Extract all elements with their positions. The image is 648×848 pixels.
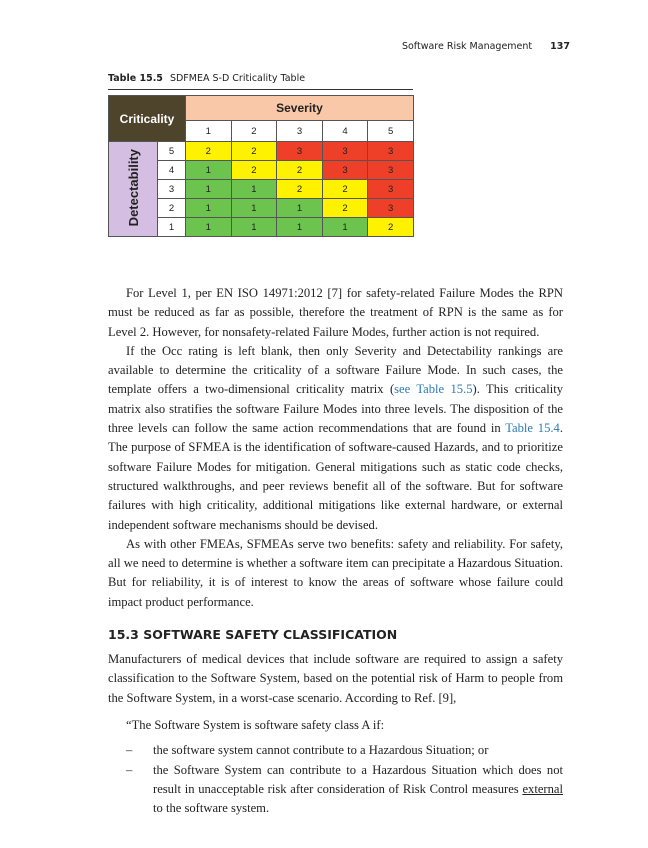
criticality-cell: 1 [186,218,232,237]
body-flow [108,0,563,848]
severity-level: 3 [277,121,323,142]
paragraph: For Level 1, per EN ISO 14971:2012 [7] for safety-related Failure Modes the RPN must be reduced as far as possible, therefore the treatment of RPN is the same as for Level 2. However, for nonsafety-related Failure Modes, further action is not required. [108,286,563,339]
dash: – [126,762,133,777]
criticality-cell: 3 [368,161,414,180]
criticality-cell: 3 [368,199,414,218]
detectability-level: 1 [158,218,186,237]
table-link[interactable]: Table 15.4 [505,421,560,436]
detectability-level: 2 [158,199,186,218]
criticality-cell: 2 [231,161,277,180]
criticality-cell: 1 [277,199,323,218]
text: If the Occ rating is left blank, then only Severity and Detectability rankings are available to determine the criticality of a software Failure Mode. In such cases, the template offers a two-dimensional criticality matrix ( [108,343,563,397]
text: ). This criticality matrix also stratifies the software Failure Modes into three levels. The disposition of the three levels can follow the same action recommendations that are found in [108,382,564,436]
detectability-label: Detectability [125,148,141,227]
table-title: SDFMEA S-D Criticality Table [169,73,306,84]
quote-block [126,716,563,818]
criticality-cell: 2 [186,142,232,161]
criticality-cell: 3 [368,180,414,199]
page-number: 137 [550,41,570,52]
paragraph: Manufacturers of medical devices that include software are required to assign a safety classification to the Software System, based on the potential risk of Harm to people from the Software System, in a worst-case scenario. According to Ref. [9], [108,652,563,705]
criticality-cell: 1 [186,180,232,199]
severity-level: 1 [186,121,232,142]
criticality-cell: 2 [322,180,368,199]
body-text-2 [108,650,563,708]
severity-level: 5 [368,121,414,142]
criticality-cell: 2 [277,180,323,199]
criticality-cell: 2 [277,161,323,180]
running-title: Software Risk Management [401,41,533,52]
severity-level: 4 [322,121,368,142]
detectability-level: 5 [158,142,186,161]
text: to the software system. [153,801,270,816]
criticality-cell: 1 [277,218,323,237]
criticality-cell: 1 [322,218,368,237]
list-item [126,741,563,760]
paragraph: As with other FMEAs, SFMEAs serve two benefits: safety and reliability. For safety, all we need to determine is whether a software item can precipitate a Hazardous Situation. But for reliability, it is of interest to know the areas of software whose failure could impact product performance. [108,536,563,609]
criticality-cell: 3 [322,161,368,180]
criticality-cell: 3 [277,142,323,161]
criticality-cell: 1 [186,199,232,218]
severity-level: 2 [231,121,277,142]
severity-header: Severity [186,96,414,121]
detectability-level: 4 [158,161,186,180]
table-label: Table 15.5 [108,73,163,84]
table-link[interactable]: see Table 15.5 [394,382,473,397]
text: . The purpose of SFMEA is the identification of software-caused Hazards, and to prioritize software Failure Modes for mitigation. General mitigations such as static code checks, structured walkthroughs, and peer reviews benefit all of the software. But for software failures with high criticality, additional mitigations like external hardware, or external independent software mechanisms should be devised. [108,421,563,532]
section-heading: 15.3 SOFTWARE SAFETY CLASSIFICATION [108,627,398,643]
criticality-cell: 1 [231,180,277,199]
list-item [126,761,563,819]
body-text-1 [108,284,563,612]
text: the software system cannot contribute to a Hazardous Situation; or [153,743,489,758]
criticality-cell: 2 [368,218,414,237]
dash: – [126,743,133,758]
paragraph [108,342,563,535]
text: the Software System can contribute to a Hazardous Situation which does not result in unacceptable risk after consideration of Risk Control measures [153,762,563,796]
detectability-level: 3 [158,180,186,199]
criticality-cell: 1 [186,161,232,180]
underlined-text: external [522,781,563,796]
criticality-cell: 2 [231,142,277,161]
criticality-cell: 1 [231,199,277,218]
criticality-cell: 1 [231,218,277,237]
quote-intro: “The Software System is software safety class A if: [126,717,385,732]
corner-header: Criticality [109,96,186,142]
criticality-cell: 3 [322,142,368,161]
criticality-cell: 2 [322,199,368,218]
criticality-cell: 3 [368,142,414,161]
